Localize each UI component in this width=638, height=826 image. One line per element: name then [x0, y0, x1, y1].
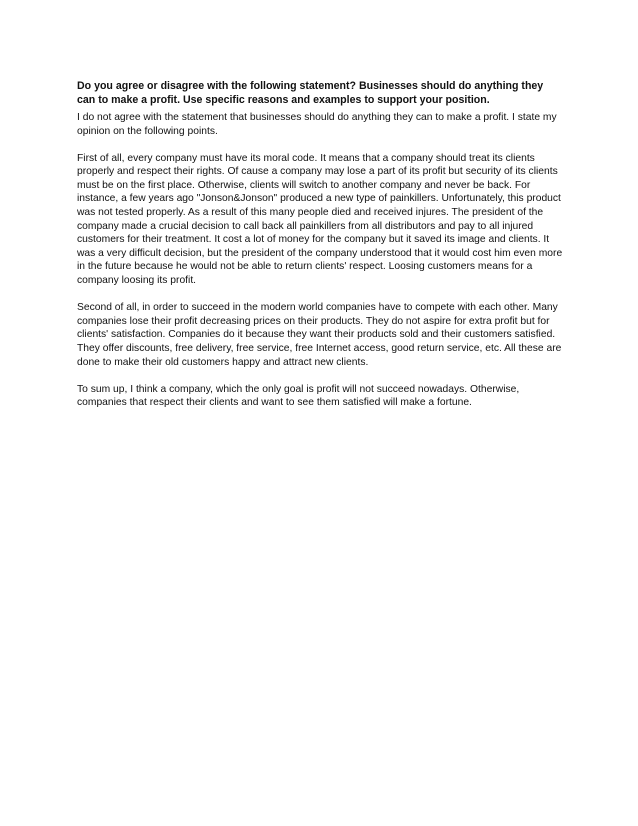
paragraph-conclusion: To sum up, I think a company, which the only goal is profit will not succeed nowadays. Otherwise, companies that respect their clients and want to see them satisfied will make a fortune. [77, 383, 520, 409]
paragraph-intro: I do not agree with the statement that businesses should do anything they can to make a profit. I state my opinion on the following points. [77, 112, 557, 137]
paragraph-first-point: First of all, every company must have its moral code. It means that a company should treat its clients properly and respect their rights. Of cause a company may lose a part of its profit but security of its clients must be on the first place. Otherwise, clients will switch to another company and never be back. For instance, a few years ago "Jonson&Jonson" produced a new type of painkillers. Unfortunately, this product was not tested properly. As a result of this many people died and received injures. The president of the company made a crucial decision to call back all painkillers from all distributors and pay to all injured customers for their treatment. It cost a lot of money for the company but it saved its image and clients. It was a very difficult decision, but the president of the company understood that it would cost him even more in the future because he would not be able to return clients' respect. Loosing customers means for a company loosing its profit. [77, 152, 563, 287]
paragraph-second-point: Second of all, in order to succeed in the modern world companies have to compete with each other. Many companies lose their profit decreasing prices on their products. They do not aspire for extra profit but for clients' satisfaction. Companies do it because they want their products sold and their customers satisfied. They offer discounts, free delivery, free service, free Internet access, good return service, etc. All these are done to make their old customers happy and attract new clients. [77, 302, 562, 368]
document-page [77, 79, 563, 423]
essay-question: Do you agree or disagree with the following statement? Businesses should do anything they can to make a profit. Use specific reasons and examples to support your position. [77, 80, 544, 106]
